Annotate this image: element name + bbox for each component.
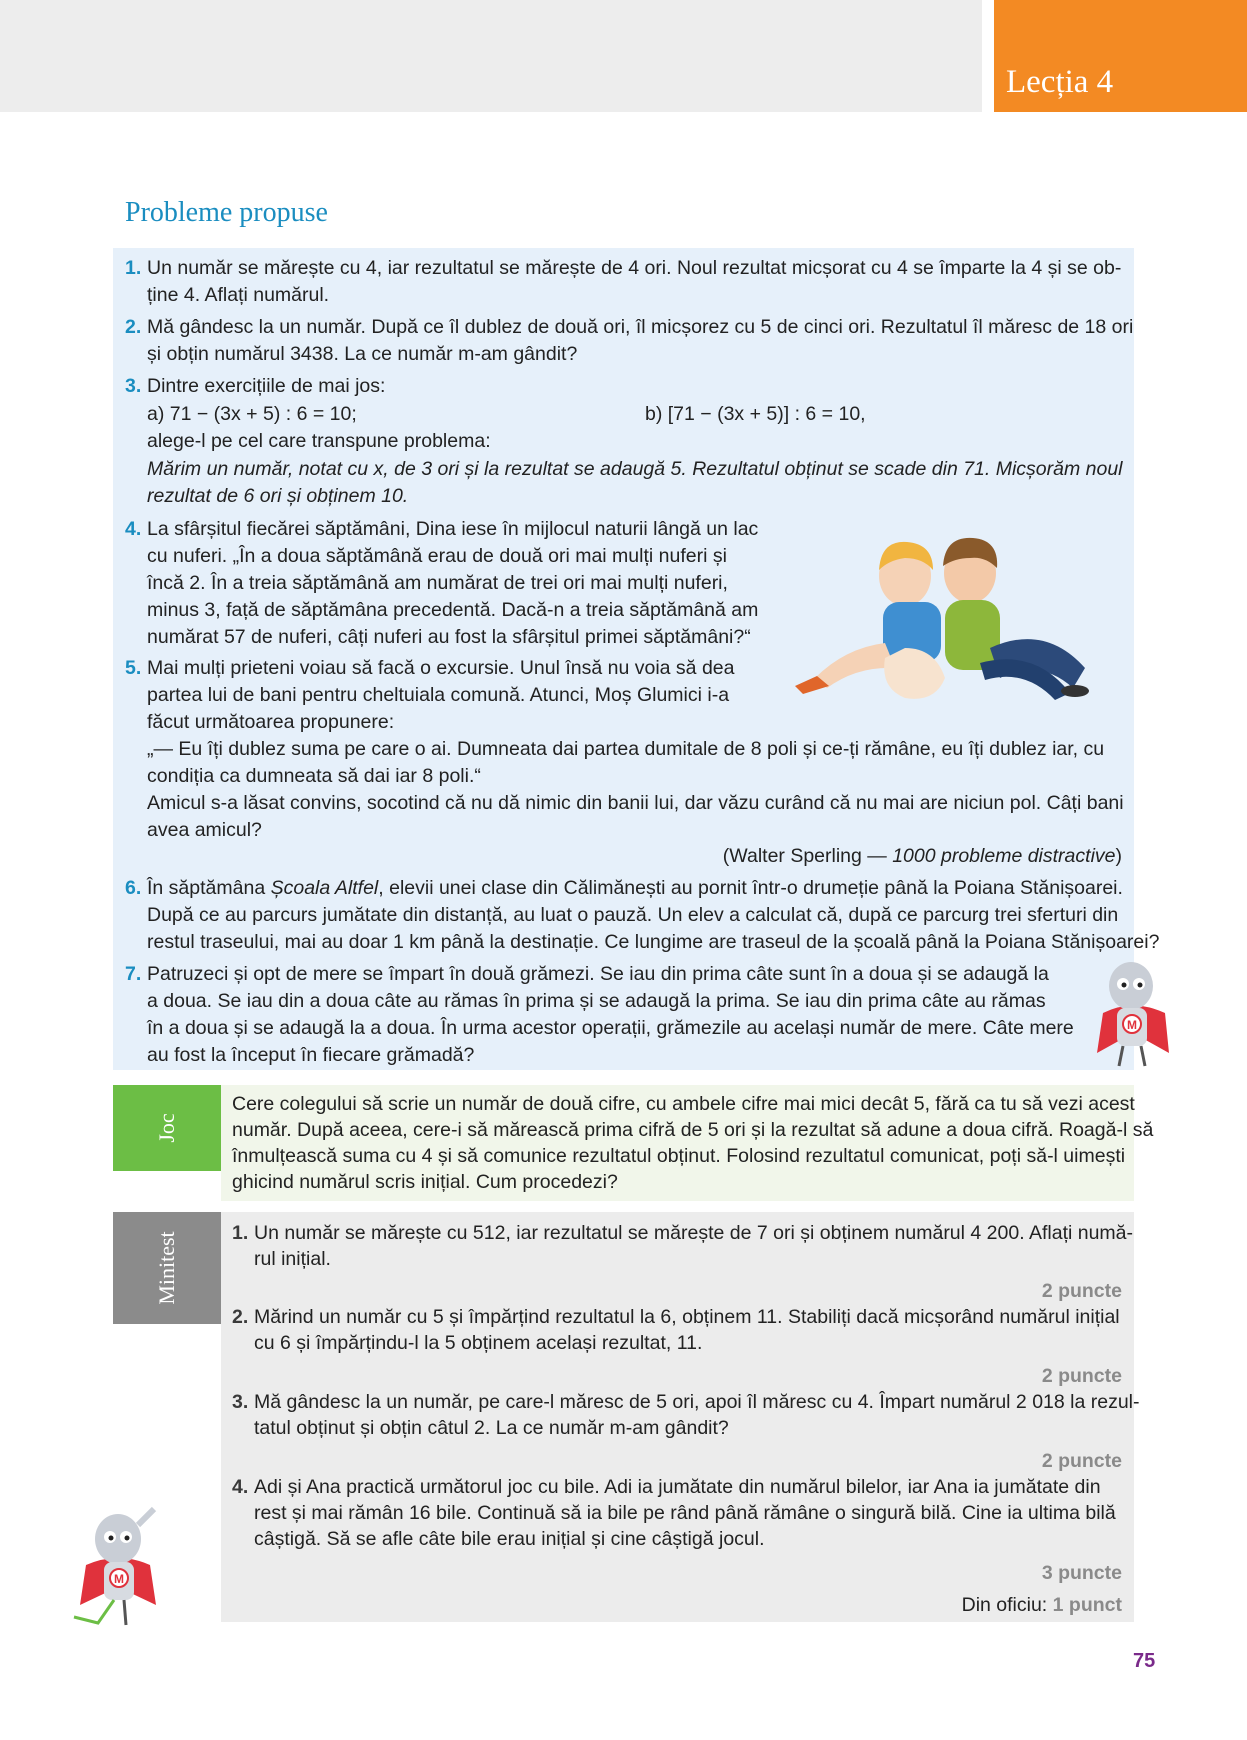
- problem-5-line-6: Amicul s-a lăsat convins, socotind că nu dă nimic din banii lui, dar văzu curând că nu mai are niciun pol. Câți bani: [147, 792, 1124, 814]
- minitest-4-line-2: rest și mai rămân 16 bile. Continuă să ia bile pe rând până rămâne o singură bilă. Cine ia ultima bilă: [254, 1502, 1116, 1524]
- problem-3-choose: alege-l pe cel care transpune problema:: [147, 430, 491, 452]
- item-number: 1.: [232, 1222, 249, 1244]
- problem-5-line-7: avea amicul?: [147, 819, 262, 841]
- problem-4-line-1: 4. La sfârșitul fiecărei săptămâni, Dina iese în mijlocul naturii lângă un lac: [147, 516, 758, 543]
- minitest-4-line-3: câștigă. Să se afle câte bile erau inițial și cine câștigă jocul.: [254, 1528, 765, 1550]
- item-number: 4.: [232, 1476, 249, 1498]
- joc-line-2: număr. După aceea, cere-i să mărească prima cifră de 5 ori și la rezultat să adune a doua cifră. Roagă-l să: [232, 1119, 1154, 1141]
- problem-6-line-2: După ce au parcurs jumătate din distanță, au luat o pauză. Un elev a calculat că, după ce parcurg trei sferturi din: [147, 904, 1119, 926]
- problem-5-line-2: partea lui de bani pentru cheltuiala comună. Atunci, Moș Glumici i-a: [147, 684, 730, 706]
- minitest-2-line-2: cu 6 și împărțindu-l la 5 obținem același rezultat, 11.: [254, 1332, 703, 1354]
- joc-label: Joc: [154, 1113, 179, 1143]
- joc-line-3: înmulțească suma cu 4 și să comunice rezultatul obținut. Folosind rezultatul comunicat, poți să-l uimești: [232, 1145, 1126, 1167]
- section-title: Probleme propuse: [125, 197, 328, 228]
- problem-number: 5.: [125, 657, 142, 679]
- minitest-tab: [113, 1212, 221, 1324]
- page-number: 75: [1133, 1650, 1156, 1672]
- problem-5-line-4: „— Eu îți dublez suma pe care o ai. Dumneata dai partea dumitale de 8 poli și ce-ți rămâne, eu îți dublez iar, cu: [147, 738, 1105, 760]
- problem-5-line-1: 5. Mai mulți prieteni voiau să facă o excursie. Unul însă nu voia să dea: [147, 655, 734, 682]
- minitest-1-line-1: 1. Un număr se mărește cu 512, iar rezultatul se mărește de 7 ori și obținem numărul 4 200. Aflați numă-: [254, 1220, 1133, 1247]
- problem-5-line-5: condiția ca dumneata să dai iar 8 poli.“: [147, 765, 481, 787]
- problem-number: 3.: [125, 375, 142, 397]
- minitest-4-points: 3 puncte: [1041, 1562, 1122, 1584]
- svg-text:M: M: [114, 1572, 124, 1586]
- problem-1-line-2: ține 4. Aflați numărul.: [147, 284, 330, 306]
- minitest-1-line-2: rul inițial.: [254, 1248, 331, 1270]
- minitest-2-points: 2 puncte: [1041, 1365, 1122, 1387]
- minitest-3-line-1: 3. Mă gândesc la un număr, pe care-l măresc de 5 ori, apoi îl măresc cu 4. Împart numărul 2 018 la rezul-: [254, 1389, 1140, 1416]
- problem-3-option-a: a) 71 − (3x + 5) : 6 = 10;: [147, 403, 357, 425]
- problem-3-statement-2: rezultat de 6 ori și obținem 10.: [147, 485, 409, 507]
- problem-6-line-3: restul traseului, mai au doar 1 km până la destinație. Ce lungime are traseul de la școală până la Poiana Stănișoarei?: [147, 931, 1160, 953]
- problem-4-line-3: încă 2. În a treia săptămână am numărat de trei ori mai mulți nuferi,: [147, 572, 728, 594]
- problem-number: 4.: [125, 518, 142, 540]
- minitest-3-line-2: tatul obținut și obțin câtul 2. La ce număr m-am gândit?: [254, 1417, 729, 1439]
- problem-5-source: (Walter Sperling — 1000 probleme distractive): [722, 845, 1122, 867]
- problem-2-line-2: și obțin numărul 3438. La ce număr m-am gândit?: [147, 343, 578, 365]
- item-number: 3.: [232, 1391, 249, 1413]
- joc-tab: [113, 1085, 221, 1171]
- lesson-title: Lecția 4: [1006, 64, 1114, 100]
- problem-4-line-2: cu nuferi. „În a doua săptămână erau de două ori mai mulți nuferi și: [147, 545, 727, 567]
- minitest-1-points: 2 puncte: [1041, 1280, 1122, 1302]
- mascot-robot-illustration: [1093, 958, 1173, 1073]
- problem-5-line-3: făcut următoarea propunere:: [147, 711, 395, 733]
- problem-number: 6.: [125, 877, 142, 899]
- joc-line-4: ghicind numărul scris inițial. Cum procedezi?: [232, 1171, 618, 1193]
- problem-3-line-1: 3. Dintre exercițiile de mai jos:: [147, 373, 385, 400]
- problem-number: 7.: [125, 963, 142, 985]
- header-band: [0, 0, 982, 112]
- problem-6-line-1: 6. În săptămâna Școala Altfel, elevii unei clase din Călimănești au pornit într-o drumeție până la Poiana Stănișoarei.: [147, 875, 1123, 902]
- mascot-robot-flying-illustration: [68, 1505, 168, 1630]
- oficiu: Din oficiu: 1 punct: [961, 1594, 1122, 1616]
- problem-1-line-1: 1. Un număr se mărește cu 4, iar rezultatul se mărește de 4 ori. Noul rezultat micșorat cu 4 se împarte la 4 și se ob-: [147, 255, 1121, 282]
- children-illustration: [785, 528, 1105, 703]
- svg-text:M: M: [1127, 1018, 1137, 1032]
- item-number: 2.: [232, 1306, 249, 1328]
- problem-3-statement-1: Mărim un număr, notat cu x, de 3 ori și la rezultat se adaugă 5. Rezultatul obținut se scade din 71. Micșorăm noul: [147, 458, 1123, 480]
- lesson-tab: [994, 0, 1247, 112]
- minitest-label: Minitest: [154, 1231, 179, 1305]
- problem-2-line-1: 2. Mă gândesc la un număr. După ce îl dublez de două ori, îl micșorez cu 5 de cinci ori. Rezultatul îl măresc de 18 ori: [147, 314, 1133, 341]
- problem-7-line-2: a doua. Se iau din a doua câte au rămas în prima și se adaugă la prima. Se iau din prima câte au rămas: [147, 990, 1046, 1012]
- problem-number: 2.: [125, 316, 142, 338]
- problem-3-option-b: b) [71 − (3x + 5)] : 6 = 10,: [645, 403, 866, 425]
- problem-4-line-4: minus 3, față de săptămâna precedentă. Dacă-n a treia săptămână am: [147, 599, 759, 621]
- minitest-2-line-1: 2. Mărind un număr cu 5 și împărțind rezultatul la 6, obținem 11. Stabiliți dacă micșorând numărul inițial: [254, 1304, 1120, 1331]
- problem-7-line-3: în a doua și se adaugă la a doua. În urma acestor operații, grămezile au același număr de mere. Câte mere: [147, 1017, 1074, 1039]
- minitest-3-points: 2 puncte: [1041, 1450, 1122, 1472]
- problem-7-line-4: au fost la început în fiecare grămadă?: [147, 1044, 475, 1066]
- problem-7-line-1: 7. Patruzeci și opt de mere se împart în două grămezi. Se iau din prima câte sunt în a doua și se adaugă la: [147, 961, 1049, 988]
- problem-4-line-5: numărat 57 de nuferi, câți nuferi au fost la sfârșitul primei săptămâni?“: [147, 626, 751, 648]
- joc-line-1: Cere colegului să scrie un număr de două cifre, cu ambele cifre mai mici decât 5, fără ca tu să vezi acest: [232, 1093, 1135, 1115]
- minitest-4-line-1: 4. Adi și Ana practică următorul joc cu bile. Adi ia jumătate din numărul bilelor, iar Ana ia jumătate din: [254, 1474, 1101, 1501]
- problem-number: 1.: [125, 257, 142, 279]
